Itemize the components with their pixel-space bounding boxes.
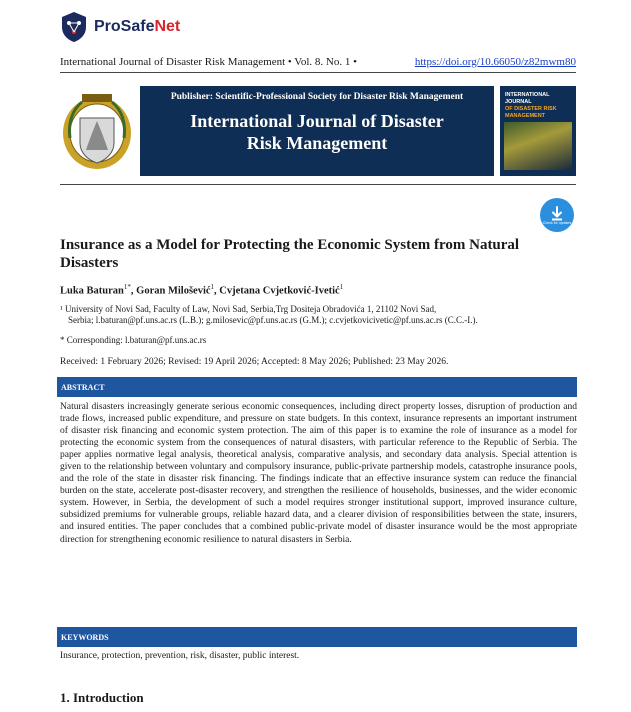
author-3-affil-marker: 1 bbox=[339, 283, 344, 291]
author-list bbox=[60, 283, 343, 297]
journal-title bbox=[140, 110, 494, 154]
doi-link[interactable]: https://doi.org/10.66050/z82mwm80 bbox=[414, 56, 576, 68]
affiliation bbox=[60, 304, 576, 326]
author-separator: , bbox=[214, 285, 220, 297]
journal-banner bbox=[140, 86, 494, 176]
author-2-name: Goran Milošević bbox=[136, 285, 211, 297]
author-2-affil-marker: 1 bbox=[210, 283, 215, 291]
society-seal-icon bbox=[60, 88, 135, 173]
affiliation-line2: Serbia; l.baturan@pf.uns.ac.rs (L.B.); g.milosevic@pf.uns.ac.rs (G.M.); c.cvjetkovicivetic@pf.uns.ac.rs (C.C.-I.). bbox=[68, 315, 478, 325]
banner-rule bbox=[60, 184, 576, 185]
author-separator: , bbox=[130, 285, 137, 297]
abstract-heading: ABSTRACT bbox=[57, 377, 577, 397]
brand-name-part2: Net bbox=[154, 18, 181, 35]
journal-title-line1: International Journal of Disaster bbox=[190, 111, 444, 131]
brand-name bbox=[94, 18, 180, 36]
keywords-heading: KEYWORDS bbox=[57, 627, 577, 647]
shield-network-icon bbox=[60, 11, 88, 43]
cover-title-line2: OF DISASTER RISK bbox=[505, 106, 557, 112]
journal-citation-line bbox=[60, 56, 576, 68]
cover-title bbox=[500, 86, 576, 120]
journal-citation: International Journal of Disaster Risk Management • Vol. 8. No. 1 • bbox=[60, 56, 357, 68]
journal-cover[interactable] bbox=[500, 86, 576, 176]
header-rule bbox=[60, 72, 576, 73]
cover-title-line3: MANAGEMENT bbox=[505, 113, 546, 119]
cover-photo bbox=[504, 122, 572, 170]
keywords-text: Insurance, protection, prevention, risk, disaster, public interest. bbox=[60, 651, 300, 661]
check-for-updates-label: Check for updates bbox=[542, 221, 572, 225]
journal-title-line2: Risk Management bbox=[246, 133, 388, 153]
author-3-name: Cvjetana Cvjetković-Ivetić bbox=[219, 285, 340, 297]
publisher-line: Publisher: Scientific-Professional Society for Disaster Risk Management bbox=[170, 92, 464, 102]
prosafenet-logo[interactable] bbox=[60, 10, 180, 44]
article-title: Insurance as a Model for Protecting the Economic System from Natural Disasters bbox=[60, 237, 520, 271]
check-for-updates-button[interactable] bbox=[540, 198, 574, 232]
brand-name-part1: ProSafe bbox=[94, 18, 155, 35]
cover-title-line1: INTERNATIONAL JOURNAL bbox=[505, 92, 550, 105]
abstract-text: Natural disasters increasingly generate serious economic consequences, including direct property losses, disruption of production and trade flows, increased public expenditure, and pressure on state budgets. In this context, insurance represents an important instrument of disaster risk financing and economic system protection. The aim of this paper is to examine the role of insurance as a model for protecting the economic system from the consequences of natural disasters, with particular reference to the Republic of Serbia. The paper applies normative legal analysis, theoretical analysis, comparative analysis, and secondary data analysis. Special attention is given to the relationship between voluntary and compulsory insurance, public-private partnership models, catastrophe insurance pools, and the role of the state in disaster risk financing. The findings indicate that an effective insurance system can reduce the financial burden on the state, accelerate post-disaster recovery, and strengthen the resilience of households, businesses, and the wider economic system. However, in Serbia, the development of such a model requires stronger institutional support, improved insurance culture, subsidized premiums for vulnerable groups, reliable hazard data, and a clearer division of responsibilities between the state, insurers, and insured entities. The paper concludes that a combined public-private model of disaster insurance would be the most appropriate direction for strengthening economic resilience to natural disasters in Serbia. bbox=[60, 402, 577, 545]
affiliation-line1: ¹ University of Novi Sad, Faculty of Law, Novi Sad, Serbia,Trg Dositeja Obradovića 1, 21102 Novi Sad, bbox=[60, 304, 437, 314]
introduction-heading: 1. Introduction bbox=[60, 690, 144, 705]
publication-dates: Received: 1 February 2026; Revised: 19 April 2026; Accepted: 8 May 2026; Published: 23 May 2026. bbox=[60, 357, 449, 367]
author-1-name: Luka Baturan bbox=[60, 285, 124, 297]
corresponding-author: * Corresponding: l.baturan@pf.uns.ac.rs bbox=[60, 335, 207, 345]
author-1-affil-marker: 1* bbox=[123, 283, 131, 291]
